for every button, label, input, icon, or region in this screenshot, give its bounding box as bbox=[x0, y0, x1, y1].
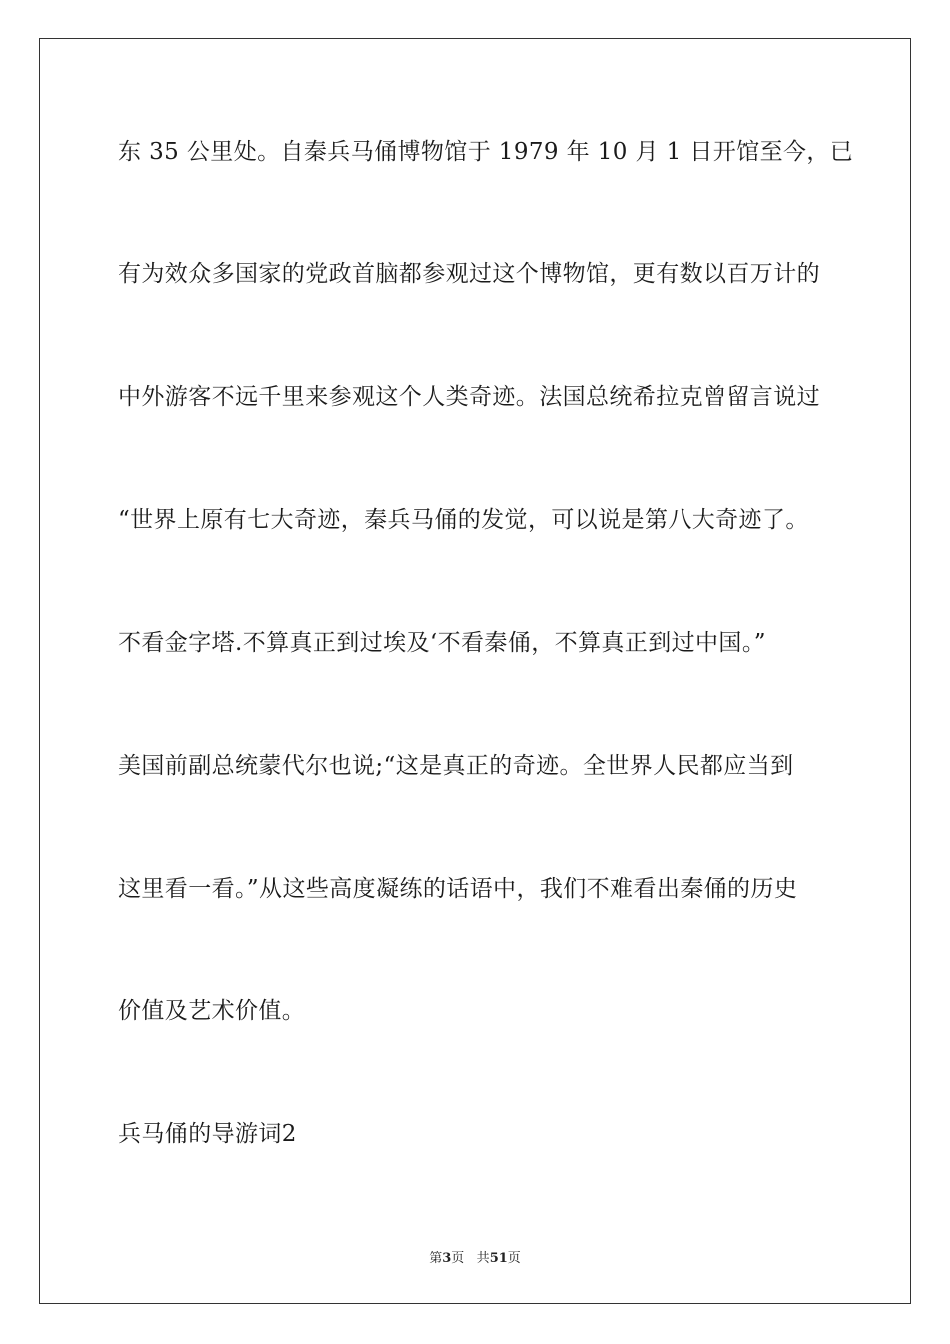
body-line-2: 有为效众多国家的党政首脑都参观过这个博物馆，更有数以百万计的 bbox=[118, 261, 820, 287]
page-border bbox=[39, 38, 911, 1304]
body-line-6: 美国前副总统蒙代尔也说;“这是真正的奇迹。全世界人民都应当到 bbox=[118, 753, 794, 779]
footer-page-suffix: 页 bbox=[451, 1251, 465, 1266]
footer-page-prefix: 第 bbox=[429, 1251, 443, 1266]
footer-page-number: 3 bbox=[442, 1251, 452, 1266]
footer-total-pages: 51 bbox=[489, 1251, 508, 1266]
body-line-8: 价值及艺术价值。 bbox=[118, 998, 306, 1024]
body-line-5: 不看金字塔.不算真正到过埃及‘不看秦俑，不算真正到过中国。” bbox=[118, 630, 766, 656]
body-line-7: 这里看一看。”从这些高度凝练的话语中，我们不难看出秦俑的历史 bbox=[118, 876, 798, 902]
footer-total-prefix: 共 bbox=[476, 1251, 490, 1266]
body-line-4: “世界上原有七大奇迹，秦兵马俑的发觉，可以说是第八大奇迹了。 bbox=[118, 507, 809, 533]
footer-total-suffix: 页 bbox=[507, 1251, 521, 1266]
body-line-3: 中外游客不远千里来参观这个人类奇迹。法国总统希拉克曾留言说过 bbox=[118, 384, 820, 410]
section-heading: 兵马俑的导游词2 bbox=[118, 1121, 297, 1147]
body-line-1: 东 35 公里处。自秦兵马俑博物馆于 1979 年 10 月 1 日开馆至今，已 bbox=[118, 139, 854, 165]
page-footer bbox=[0, 1247, 950, 1266]
